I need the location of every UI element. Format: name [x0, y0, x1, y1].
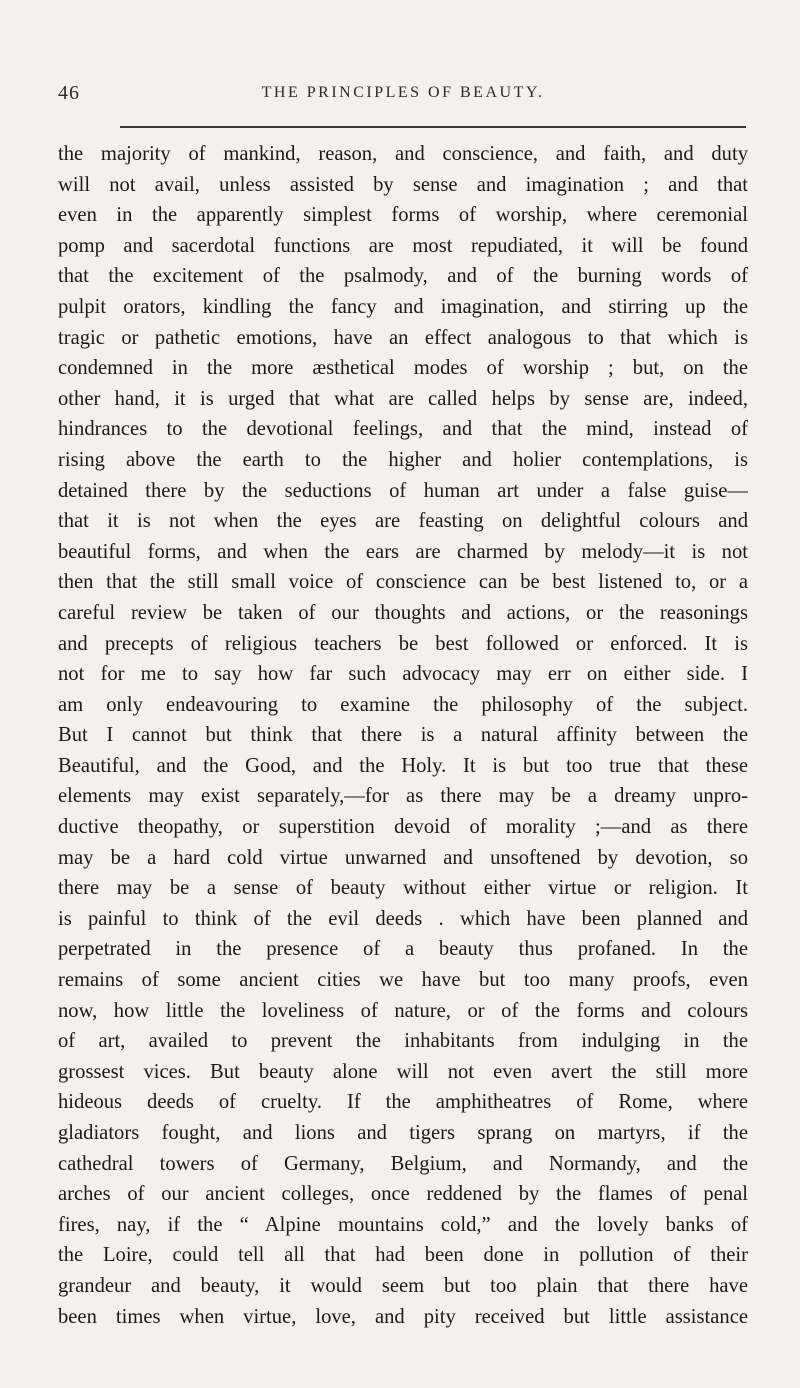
text-line: gladiators fought, and lions and tigers sprang on martyrs, if the	[58, 1122, 748, 1144]
text-line: beautiful forms, and when the ears are charmed by melody—it is not	[58, 540, 748, 563]
text-line: condemned in the more æsthetical modes of worship ; but, on the	[58, 357, 748, 380]
text-line: now, how little the loveliness of nature, or of the forms and colours	[58, 999, 748, 1022]
text-line: cathedral towers of Germany, Belgium, and Normandy, and the	[58, 1152, 748, 1175]
text-line: Beautiful, and the Good, and the Holy. It is but too true that these	[58, 754, 748, 777]
text-line: elements may exist separately,—for as there may be a dreamy unpro-	[58, 785, 748, 808]
text-line: tragic or pathetic emotions, have an effect analogous to that which is	[58, 326, 748, 349]
text-line: will not avail, unless assisted by sense and imagination ; and that	[58, 173, 748, 196]
text-line: grandeur and beauty, it would seem but too plain that there have	[58, 1274, 748, 1297]
text-line: may be a hard cold virtue unwarned and unsoftened by devotion, so	[58, 846, 748, 869]
text-line: remains of some ancient cities we have but too many proofs, even	[58, 969, 748, 992]
text-line: of art, availed to prevent the inhabitants from indulging in the	[58, 1030, 748, 1053]
body-paragraph	[58, 139, 748, 1332]
text-line: been times when virtue, love, and pity received but little assistance	[58, 1305, 748, 1328]
text-line: fires, nay, if the “ Alpine mountains cold,” and the lovely banks of	[58, 1213, 748, 1236]
header-rule	[120, 126, 746, 128]
running-title: THE PRINCIPLES OF BEAUTY.	[261, 84, 545, 101]
text-line: is painful to think of the evil deeds . which have been planned and	[58, 907, 748, 930]
text-line: pulpit orators, kindling the fancy and imagination, and stirring up the	[58, 295, 748, 318]
text-line: there may be a sense of beauty without either virtue or religion. It	[58, 877, 748, 900]
text-line: detained there by the seductions of human art under a false guise—	[58, 479, 748, 502]
text-line: other hand, it is urged that what are called helps by sense are, indeed,	[58, 387, 748, 410]
text-line: perpetrated in the presence of a beauty thus profaned. In the	[58, 938, 748, 961]
text-line: careful review be taken of our thoughts and actions, or the reasonings	[58, 601, 748, 624]
text-line: grossest vices. But beauty alone will not even avert the still more	[58, 1060, 748, 1083]
text-line: not for me to say how far such advocacy may err on either side. I	[58, 663, 748, 686]
text-line: that the excitement of the psalmody, and of the burning words of	[58, 265, 748, 288]
text-line: arches of our ancient colleges, once reddened by the flames of penal	[58, 1183, 748, 1206]
text-line: hindrances to the devotional feelings, and that the mind, instead of	[58, 418, 748, 441]
text-line: and precepts of religious teachers be best followed or enforced. It is	[58, 632, 748, 655]
text-line: But I cannot but think that there is a natural affinity between the	[58, 724, 748, 747]
page-number: 46	[58, 82, 80, 104]
text-line: rising above the earth to the higher and holier contemplations, is	[58, 448, 748, 471]
text-line: that it is not when the eyes are feasting on delightful colours and	[58, 510, 748, 533]
text-line: the majority of mankind, reason, and conscience, and faith, and duty	[58, 143, 748, 165]
running-head	[58, 82, 748, 112]
text-line: ductive theopathy, or superstition devoid of morality ;—and as there	[58, 816, 748, 839]
text-line: am only endeavouring to examine the philosophy of the subject.	[58, 693, 748, 716]
text-line: even in the apparently simplest forms of worship, where ceremonial	[58, 204, 748, 227]
text-line: hideous deeds of cruelty. If the amphitheatres of Rome, where	[58, 1091, 748, 1114]
text-line: the Loire, could tell all that had been done in pollution of their	[58, 1244, 748, 1267]
text-line: pomp and sacerdotal functions are most repudiated, it will be found	[58, 234, 748, 257]
text-line: then that the still small voice of conscience can be best listened to, or a	[58, 571, 748, 594]
